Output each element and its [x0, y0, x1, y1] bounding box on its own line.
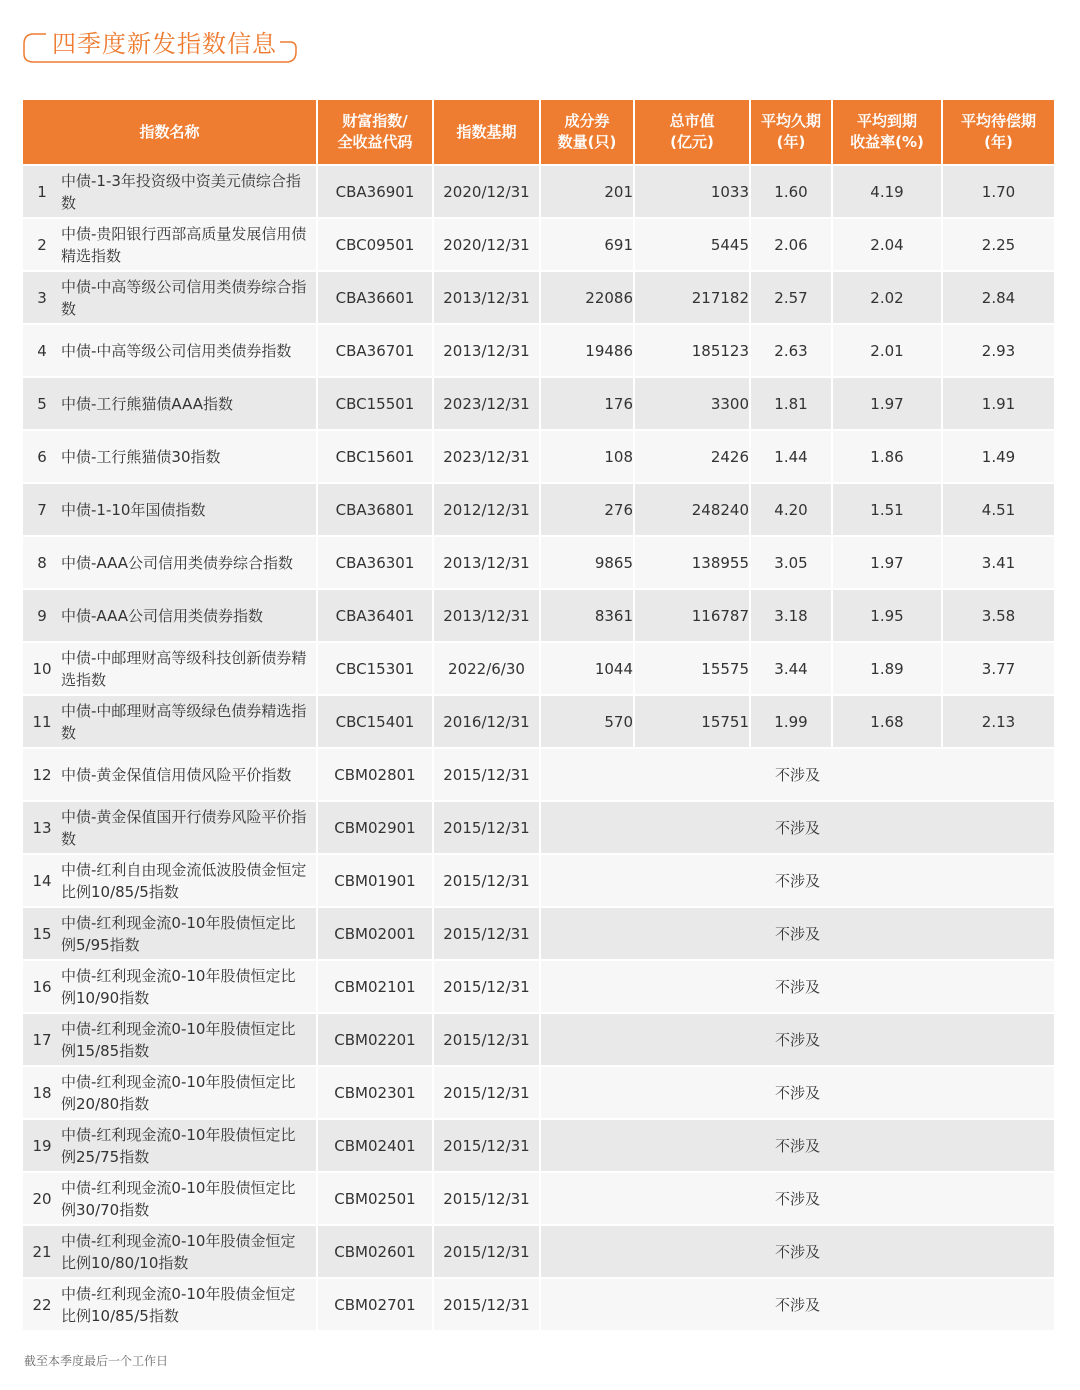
not-applicable: 不涉及 [541, 906, 1054, 959]
index-name: 中债-中高等级公司信用类债券综合指数 [61, 277, 307, 318]
index-code: CBM02201 [318, 1012, 434, 1065]
index-code: CBC15301 [318, 641, 434, 694]
not-applicable: 不涉及 [541, 1277, 1054, 1330]
header-base-date: 指数基期 [434, 100, 541, 164]
table-row [23, 853, 1054, 906]
not-applicable: 不涉及 [541, 1065, 1054, 1118]
index-name-cell [23, 1224, 318, 1277]
market-value: 185123 [635, 323, 751, 376]
index-name: 中债-红利现金流0-10年股债恒定比例20/80指数 [61, 1072, 296, 1113]
index-name: 中债-AAA公司信用类债券综合指数 [61, 553, 294, 572]
base-date: 2013/12/31 [434, 535, 541, 588]
constituent-count: 1044 [541, 641, 635, 694]
base-date: 2016/12/31 [434, 694, 541, 747]
table-row [23, 1065, 1054, 1118]
index-table [23, 100, 1054, 1330]
table-row [23, 1171, 1054, 1224]
avg-ytm: 1.97 [833, 535, 943, 588]
page-title: 四季度新发指数信息 [52, 30, 277, 58]
row-number: 12 [32, 765, 52, 784]
base-date: 2023/12/31 [434, 376, 541, 429]
avg-ytm: 2.04 [833, 217, 943, 270]
market-value: 1033 [635, 164, 751, 217]
base-date: 2015/12/31 [434, 1065, 541, 1118]
table-row [23, 217, 1054, 270]
table-row [23, 588, 1054, 641]
table-row [23, 1012, 1054, 1065]
index-name-cell [23, 588, 318, 641]
row-number: 16 [32, 977, 52, 996]
avg-duration: 2.57 [751, 270, 833, 323]
base-date: 2015/12/31 [434, 1118, 541, 1171]
not-applicable: 不涉及 [541, 959, 1054, 1012]
index-code: CBA36801 [318, 482, 434, 535]
index-code: CBM02301 [318, 1065, 434, 1118]
row-number: 22 [32, 1295, 52, 1314]
row-number: 9 [37, 606, 47, 625]
index-code: CBM02001 [318, 906, 434, 959]
index-code: CBC15601 [318, 429, 434, 482]
table-header-row [23, 100, 1054, 164]
row-number: 15 [32, 924, 52, 943]
index-code: CBM02401 [318, 1118, 434, 1171]
table-row [23, 800, 1054, 853]
table-row [23, 323, 1054, 376]
row-number: 1 [37, 182, 47, 201]
base-date: 2015/12/31 [434, 853, 541, 906]
row-number: 14 [32, 871, 52, 890]
index-code: CBM02801 [318, 747, 434, 800]
avg-duration: 3.44 [751, 641, 833, 694]
table-row [23, 376, 1054, 429]
index-name-cell [23, 1277, 318, 1330]
avg-ytm: 1.97 [833, 376, 943, 429]
market-value: 5445 [635, 217, 751, 270]
market-value: 3300 [635, 376, 751, 429]
base-date: 2015/12/31 [434, 1171, 541, 1224]
row-number: 8 [37, 553, 47, 572]
row-number: 20 [32, 1189, 52, 1208]
market-value: 248240 [635, 482, 751, 535]
index-code: CBM02601 [318, 1224, 434, 1277]
avg-ytm: 2.02 [833, 270, 943, 323]
index-name: 中债-贵阳银行西部高质量发展信用债精选指数 [61, 224, 307, 265]
base-date: 2012/12/31 [434, 482, 541, 535]
index-name: 中债-工行熊猫债AAA指数 [61, 394, 234, 413]
constituent-count: 8361 [541, 588, 635, 641]
avg-ytm: 1.95 [833, 588, 943, 641]
index-code: CBA36701 [318, 323, 434, 376]
index-name-cell [23, 906, 318, 959]
index-code: CBM02101 [318, 959, 434, 1012]
avg-maturity: 1.70 [943, 164, 1054, 217]
market-value: 217182 [635, 270, 751, 323]
index-name: 中债-中高等级公司信用类债券指数 [61, 341, 292, 360]
constituent-count: 176 [541, 376, 635, 429]
table-row [23, 1277, 1054, 1330]
index-name-cell [23, 959, 318, 1012]
table-row [23, 482, 1054, 535]
table-row [23, 694, 1054, 747]
avg-maturity: 3.77 [943, 641, 1054, 694]
not-applicable: 不涉及 [541, 1171, 1054, 1224]
constituent-count: 108 [541, 429, 635, 482]
avg-ytm: 1.89 [833, 641, 943, 694]
constituent-count: 570 [541, 694, 635, 747]
base-date: 2015/12/31 [434, 906, 541, 959]
avg-duration: 3.05 [751, 535, 833, 588]
index-name-cell [23, 694, 318, 747]
avg-maturity: 2.84 [943, 270, 1054, 323]
avg-maturity: 1.49 [943, 429, 1054, 482]
header-duration: 平均久期 (年) [751, 100, 833, 164]
index-name: 中债-红利自由现金流低波股债金恒定比例10/85/5指数 [61, 860, 307, 901]
index-name-cell [23, 376, 318, 429]
index-code: CBA36401 [318, 588, 434, 641]
not-applicable: 不涉及 [541, 1012, 1054, 1065]
index-name-cell [23, 217, 318, 270]
index-name: 中债-AAA公司信用类债券指数 [61, 606, 264, 625]
index-name-cell [23, 1118, 318, 1171]
index-name: 中债-1-3年投资级中资美元债综合指数 [61, 171, 301, 212]
row-number: 5 [37, 394, 47, 413]
base-date: 2013/12/31 [434, 588, 541, 641]
base-date: 2015/12/31 [434, 800, 541, 853]
base-date: 2015/12/31 [434, 1012, 541, 1065]
index-name: 中债-黄金保值信用债风险平价指数 [61, 765, 292, 784]
table-row [23, 164, 1054, 217]
row-number: 13 [32, 818, 52, 837]
not-applicable: 不涉及 [541, 1224, 1054, 1277]
index-name: 中债-红利现金流0-10年股债恒定比例25/75指数 [61, 1125, 296, 1166]
avg-maturity: 2.13 [943, 694, 1054, 747]
avg-ytm: 1.68 [833, 694, 943, 747]
header-ytm: 平均到期 收益率(%) [833, 100, 943, 164]
table-row [23, 1224, 1054, 1277]
base-date: 2020/12/31 [434, 164, 541, 217]
index-name-cell [23, 1171, 318, 1224]
index-code: CBC15501 [318, 376, 434, 429]
index-code: CBM01901 [318, 853, 434, 906]
avg-maturity: 1.91 [943, 376, 1054, 429]
index-name-cell [23, 1012, 318, 1065]
avg-maturity: 2.93 [943, 323, 1054, 376]
index-name: 中债-红利现金流0-10年股债恒定比例10/90指数 [61, 966, 296, 1007]
row-number: 18 [32, 1083, 52, 1102]
section-title [22, 20, 298, 64]
index-name: 中债-红利现金流0-10年股债恒定比例30/70指数 [61, 1178, 296, 1219]
index-code: CBA36301 [318, 535, 434, 588]
constituent-count: 9865 [541, 535, 635, 588]
avg-ytm: 4.19 [833, 164, 943, 217]
footnote: 截至本季度最后一个工作日 [24, 1354, 169, 1368]
row-number: 4 [37, 341, 47, 360]
table-row [23, 959, 1054, 1012]
header-code: 财富指数/ 全收益代码 [318, 100, 434, 164]
index-code: CBC09501 [318, 217, 434, 270]
row-number: 19 [32, 1136, 52, 1155]
constituent-count: 19486 [541, 323, 635, 376]
not-applicable: 不涉及 [541, 800, 1054, 853]
base-date: 2013/12/31 [434, 270, 541, 323]
avg-maturity: 2.25 [943, 217, 1054, 270]
base-date: 2020/12/31 [434, 217, 541, 270]
market-value: 138955 [635, 535, 751, 588]
index-code: CBA36601 [318, 270, 434, 323]
market-value: 15575 [635, 641, 751, 694]
avg-duration: 1.44 [751, 429, 833, 482]
base-date: 2023/12/31 [434, 429, 541, 482]
index-name-cell [23, 270, 318, 323]
market-value: 15751 [635, 694, 751, 747]
index-name-cell [23, 323, 318, 376]
row-number: 10 [32, 659, 52, 678]
index-name: 中债-工行熊猫债30指数 [61, 447, 221, 466]
avg-duration: 2.63 [751, 323, 833, 376]
row-number: 3 [37, 288, 47, 307]
index-name-cell [23, 747, 318, 800]
base-date: 2015/12/31 [434, 747, 541, 800]
index-code: CBC15401 [318, 694, 434, 747]
index-name-cell [23, 641, 318, 694]
header-market-value: 总市值 (亿元) [635, 100, 751, 164]
avg-ytm: 2.01 [833, 323, 943, 376]
row-number: 7 [37, 500, 47, 519]
header-count: 成分券 数量(只) [541, 100, 635, 164]
index-name-cell [23, 535, 318, 588]
avg-maturity: 3.41 [943, 535, 1054, 588]
market-value: 116787 [635, 588, 751, 641]
index-name-cell [23, 482, 318, 535]
index-code: CBM02701 [318, 1277, 434, 1330]
index-code: CBA36901 [318, 164, 434, 217]
table-row [23, 906, 1054, 959]
table-row [23, 747, 1054, 800]
not-applicable: 不涉及 [541, 853, 1054, 906]
avg-ytm: 1.51 [833, 482, 943, 535]
row-number: 17 [32, 1030, 52, 1049]
constituent-count: 22086 [541, 270, 635, 323]
index-name: 中债-红利现金流0-10年股债金恒定比例10/80/10指数 [61, 1231, 296, 1272]
base-date: 2013/12/31 [434, 323, 541, 376]
index-name-cell [23, 853, 318, 906]
row-number: 2 [37, 235, 47, 254]
constituent-count: 201 [541, 164, 635, 217]
avg-duration: 4.20 [751, 482, 833, 535]
header-maturity: 平均待偿期 (年) [943, 100, 1054, 164]
index-name: 中债-红利现金流0-10年股债金恒定比例10/85/5指数 [61, 1284, 296, 1325]
row-number: 11 [32, 712, 52, 731]
table-row [23, 270, 1054, 323]
constituent-count: 276 [541, 482, 635, 535]
row-number: 21 [32, 1242, 52, 1261]
avg-duration: 3.18 [751, 588, 833, 641]
index-name: 中债-中邮理财高等级科技创新债券精选指数 [61, 648, 307, 689]
not-applicable: 不涉及 [541, 1118, 1054, 1171]
avg-ytm: 1.86 [833, 429, 943, 482]
header-name: 指数名称 [23, 100, 318, 164]
row-number: 6 [37, 447, 47, 466]
not-applicable: 不涉及 [541, 747, 1054, 800]
constituent-count: 691 [541, 217, 635, 270]
base-date: 2015/12/31 [434, 1224, 541, 1277]
index-name: 中债-红利现金流0-10年股债恒定比例15/85指数 [61, 1019, 296, 1060]
table-row [23, 429, 1054, 482]
index-name-cell [23, 800, 318, 853]
index-code: CBM02901 [318, 800, 434, 853]
base-date: 2015/12/31 [434, 1277, 541, 1330]
table-row [23, 641, 1054, 694]
avg-duration: 1.99 [751, 694, 833, 747]
index-name: 中债-中邮理财高等级绿色债券精选指数 [61, 701, 307, 742]
index-name-cell [23, 1065, 318, 1118]
table-row [23, 1118, 1054, 1171]
base-date: 2015/12/31 [434, 959, 541, 1012]
table-row [23, 535, 1054, 588]
avg-duration: 1.60 [751, 164, 833, 217]
index-name: 中债-黄金保值国开行债券风险平价指数 [61, 807, 307, 848]
avg-maturity: 3.58 [943, 588, 1054, 641]
base-date: 2022/6/30 [434, 641, 541, 694]
index-code: CBM02501 [318, 1171, 434, 1224]
avg-duration: 1.81 [751, 376, 833, 429]
index-name: 中债-1-10年国债指数 [61, 500, 206, 519]
market-value: 2426 [635, 429, 751, 482]
avg-maturity: 4.51 [943, 482, 1054, 535]
avg-duration: 2.06 [751, 217, 833, 270]
index-name: 中债-红利现金流0-10年股债恒定比例5/95指数 [61, 913, 296, 954]
index-name-cell [23, 164, 318, 217]
index-name-cell [23, 429, 318, 482]
